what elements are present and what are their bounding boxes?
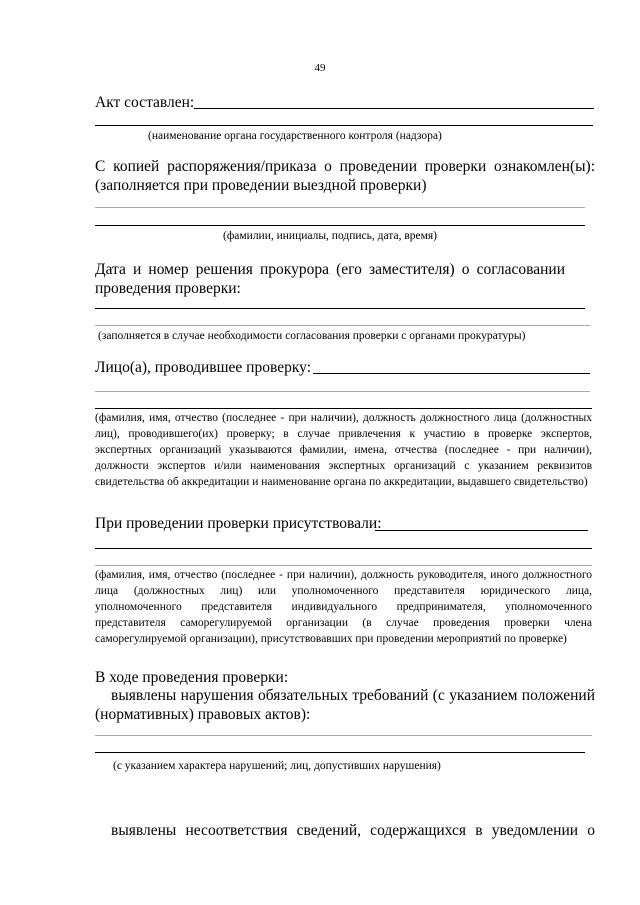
violations-fill-line-2[interactable] — [95, 752, 585, 753]
present-caption: (фамилия, имя, отчество (последнее - при наличии), должность руководителя, иного должностного лица (должностных лиц) или уполномоченного представителя юридического лица, уполномоченного представителя индивидуального предпринимателя, уполномоченного представителя саморегулируемой организации (в случае проведения проверки члена саморегулируемой организации), присутствовавших при проведении мероприятий по проверке) — [95, 569, 592, 645]
prosecutor-fill-line-2[interactable] — [95, 325, 590, 326]
inspector-fill-line-2[interactable] — [95, 391, 590, 392]
inspector-fill-line-1[interactable] — [313, 373, 590, 374]
inspector-label: Лицо(а), проводившее проверку: — [95, 359, 312, 376]
act-label: Акт составлен: — [95, 94, 195, 111]
act-caption: (наименование органа государственного контроля (надзора) — [148, 130, 442, 142]
findings-heading: В ходе проведения проверки: — [95, 669, 289, 686]
inspector-caption: (фамилия, имя, отчество (последнее - при наличии), должность должностного лица (должностных лиц), проводившего(их) проверку; в случае привлечения к участию в проверке экспертов, экспертных организаций указываются фамилии, имена, отчества (последнее - при наличии), должности экспертов и/или наименования экспертных организаций с указанием реквизитов свидетельства об аккредитации и наименование органа по аккредитации, выдавшего свидетельство) — [95, 412, 592, 488]
copy-note: (заполняется при проведении выездной проверки) — [95, 177, 427, 194]
mismatch-text: выявлены несоответствия сведений, содержащихся в уведомлении о — [111, 822, 595, 839]
act-fill-line-2[interactable] — [95, 125, 593, 126]
inspector-fill-line-3[interactable] — [95, 408, 592, 409]
copy-text: С копией распоряжения/приказа о проведении проверки ознакомлен(ы): — [95, 158, 595, 175]
violations-caption: (с указанием характера нарушений; лиц, допустивших нарушения) — [113, 760, 441, 772]
act-fill-line-1[interactable] — [194, 108, 594, 109]
copy-fill-line-1[interactable] — [95, 207, 585, 208]
copy-fill-line-2[interactable] — [95, 225, 585, 226]
copy-caption: (фамилии, инициалы, подпись, дата, время) — [223, 230, 437, 242]
prosecutor-fill-line-1[interactable] — [95, 308, 585, 309]
prosecutor-caption: (заполняется в случае необходимости согласования проверки с органами прокуратуры) — [98, 330, 526, 342]
present-fill-line-1[interactable] — [375, 530, 588, 531]
present-fill-line-2[interactable] — [95, 548, 592, 549]
violations-text: выявлены нарушения обязательных требований (с указанием положений (нормативных) правовых актов): — [95, 687, 595, 723]
present-fill-line-3[interactable] — [95, 565, 592, 566]
present-label: При проведении проверки присутствовали: — [95, 515, 382, 532]
page-number: 49 — [314, 62, 326, 74]
violations-fill-line-1[interactable] — [95, 735, 592, 736]
prosecutor-text-line1: Дата и номер решения прокурора (его заместителя) о согласовании — [95, 261, 565, 278]
prosecutor-text-line2: проведения проверки: — [95, 280, 241, 297]
